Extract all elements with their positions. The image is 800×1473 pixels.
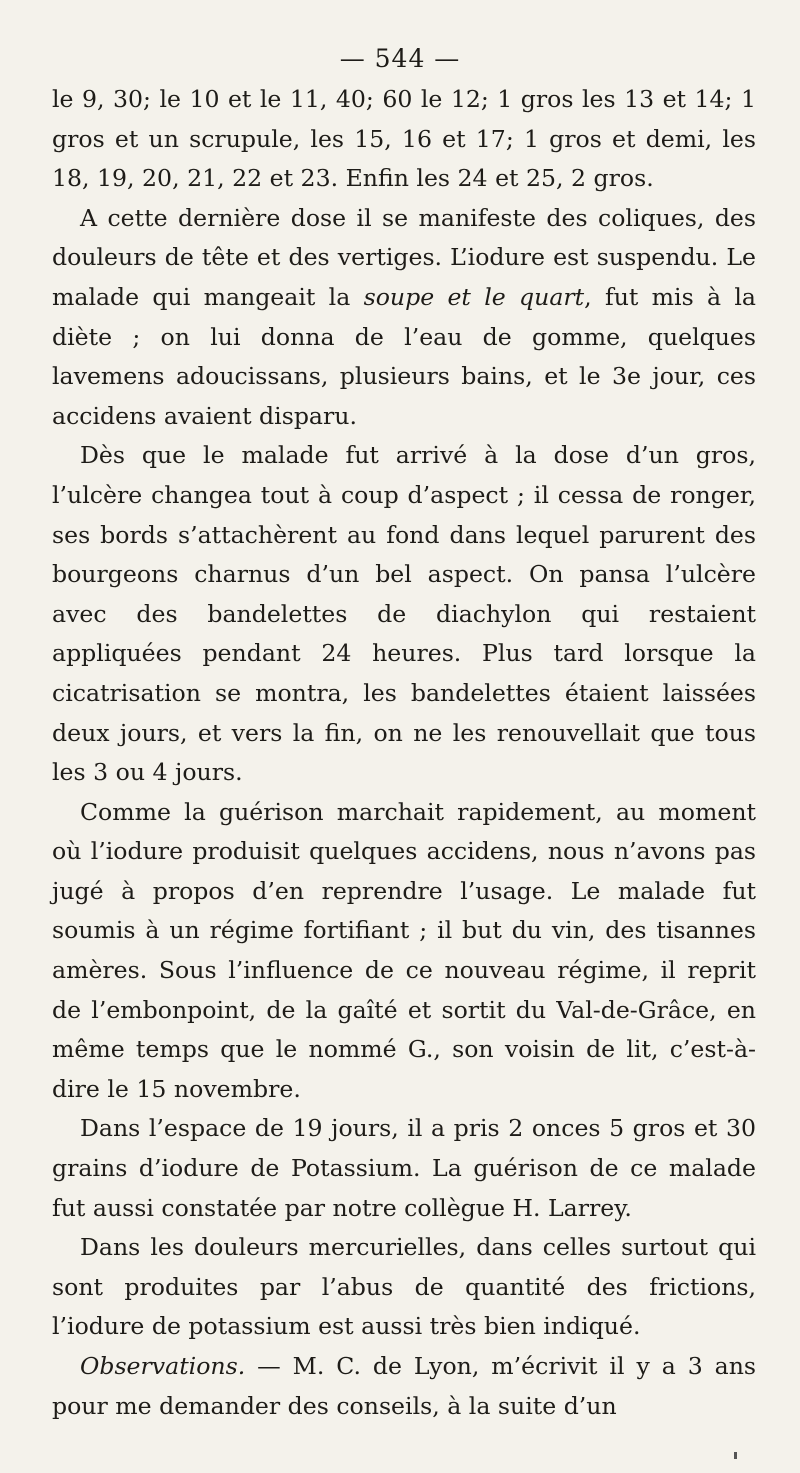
italic-diet-term: soupe et le quart [363,282,585,311]
paragraph-dose-schedule: le 9, 30; le 10 et le 11, 40; 60 le 12; 1 gros les 13 et 14; 1 gros et un scrupule, les 15, 16 et 17; 1 gros et demi, les 18, 19, 20, 21, 22 et 23. Enfin les 24 et 25, 2 gros. [52,85,756,193]
paragraph-total-dose: Dans l’espace de 19 jours, il a pris 2 onces 5 gros et 30 grains d’iodure de Potassium. La guérison de ce malade fut aussi constatée par notre collègue H. Larrey. [52,1114,756,1222]
paragraph-recovery: Comme la guérison marchait rapidement, au moment où l’iodure produisit quelques accidens, nous n’avons pas jugé à propos d’en reprendre l’usage. Le malade fut soumis à un régime fortifiant ; il but du vin, des tisannes amères. Sous l’influence de ce nouveau régime, il reprit de l’embonpoint, de la gaîté et sortit du Val-de-Grâce, en même temps que le nommé G., son voisin de lit, c’est-à-dire le 15 novembre. [52,797,756,1103]
paragraph-mercurial-pain: Dans les douleurs mercurielles, dans celles surtout qui sont produites par l’abus de quantité des frictions, l’iodure de potassium est aussi très bien indiqué. [52,1233,756,1341]
paragraph-side-effects-end: , fut mis à la diète ; on lui donna de l’eau de gomme, quelques lavemens adoucissans, plusieurs bains, et le 3e jour, ces accidens avaient disparu. [52,282,756,430]
paragraph-side-effects [52,199,756,437]
observations-heading: Observations. [80,1352,246,1380]
paragraph-ulcer-healing: Dès que le malade fut arrivé à la dose d’un gros, l’ulcère changea tout à coup d’aspect ; il cessa de ronger, ses bords s’attachèrent au fond dans lequel parurent des bourgeons charnus d’un bel aspect. On pansa l’ulcère avec des bandelettes de diachylon qui restaient appliquées pendant 24 heures. Plus tard lorsque la cicatrisation se montra, les bandelettes étaient laissées deux jours, et vers la fin, on ne les renouvellait que tous les 3 ou 4 jours. [52,441,756,787]
stray-print-mark [734,1452,737,1459]
paragraph-observations [52,1347,756,1426]
page-number: — 544 — [339,44,461,73]
paragraph-side-effects-start: A cette dernière dose il se manifeste des coliques, des douleurs de tête et des vertiges. L’iodure est suspendu. Le malade qui mangeait la [52,203,756,311]
body-text [52,80,756,1426]
observations-text: — M. C. de Lyon, m’écrivit il y a 3 ans pour me demander des conseils, à la suite d’un [52,1352,756,1420]
